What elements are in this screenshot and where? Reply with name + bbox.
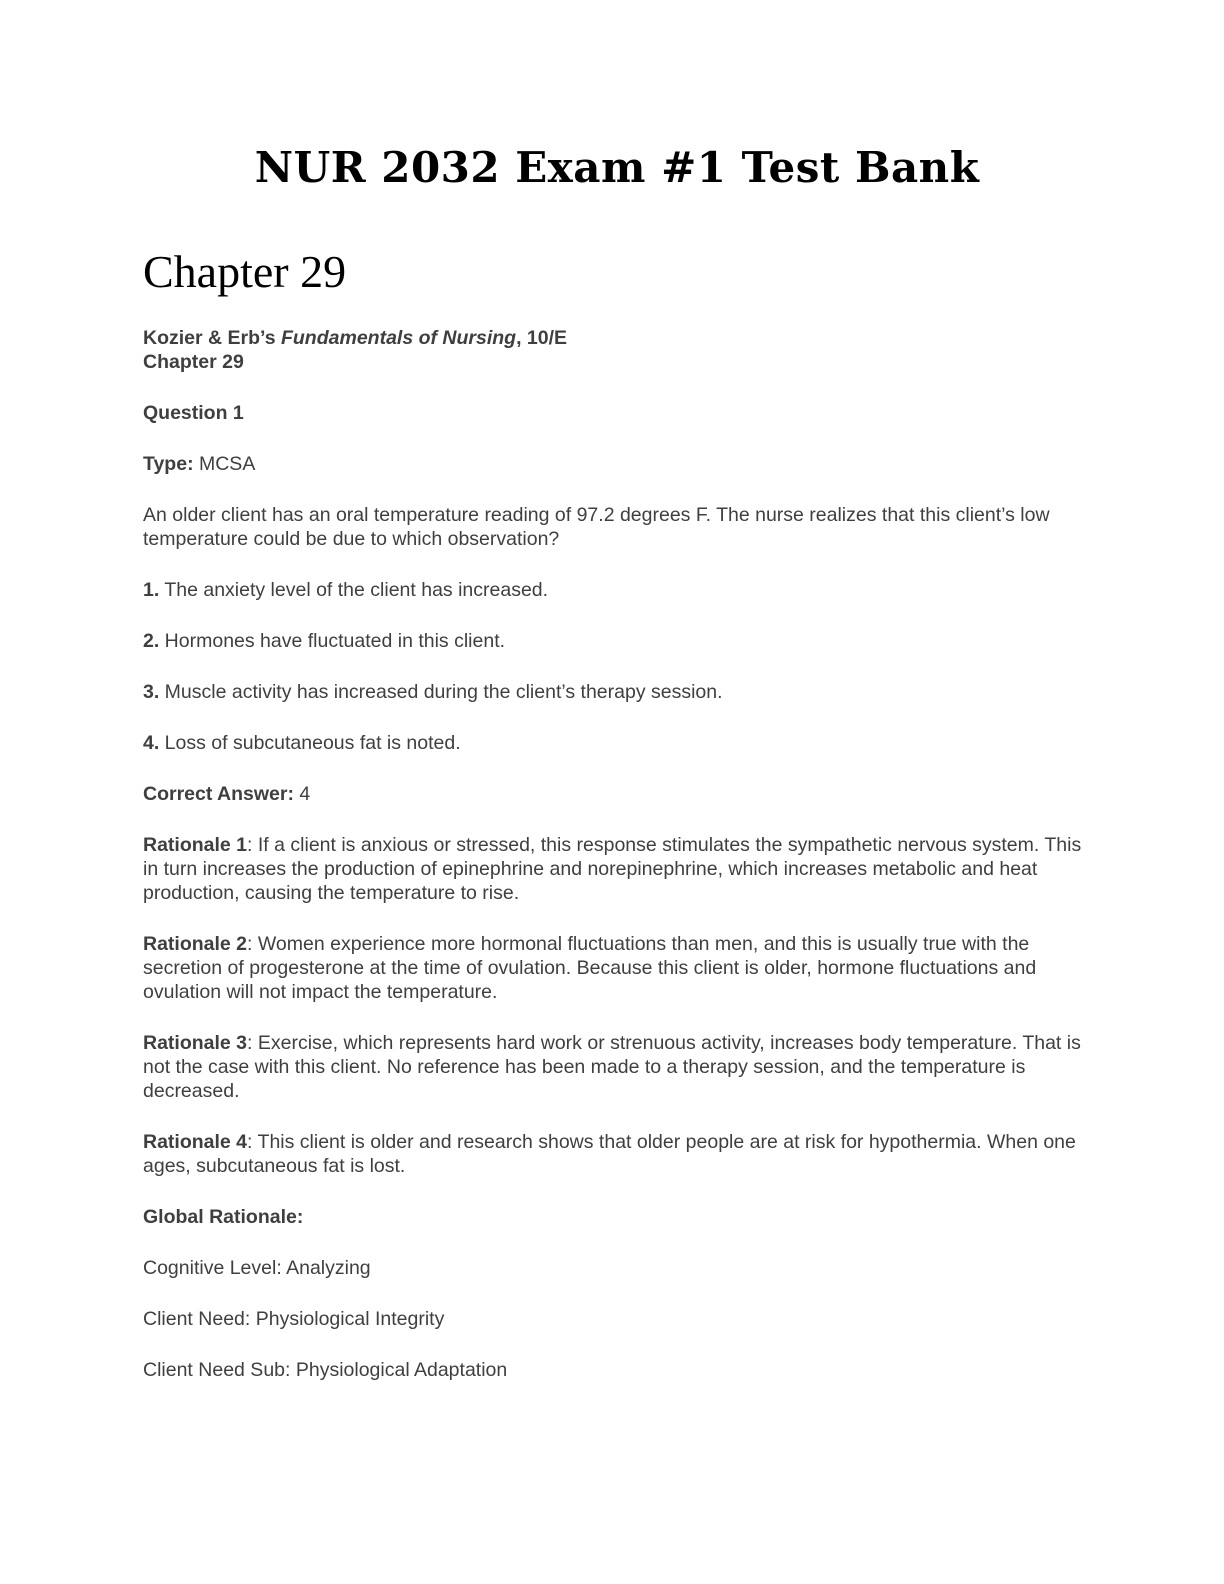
answer-option	[143, 629, 1083, 653]
rationale-text: : Women experience more hormonal fluctuations than men, and this is usually true with the secretion of progesterone at the time of ovulation. Because this client is older, hormone fluctuations and ovulation will not impact the temperature.	[143, 933, 1037, 1003]
document-content	[143, 326, 1083, 1409]
client-need: Client Need: Physiological Integrity	[143, 1308, 445, 1330]
source-citation	[143, 326, 1083, 374]
source-edition: , 10/E	[516, 327, 568, 349]
source-book: Fundamentals of Nursing	[280, 327, 517, 349]
option-number: 3.	[143, 681, 160, 703]
rationale-label: Rationale 4	[143, 1131, 248, 1153]
answer-option	[143, 578, 1083, 602]
source-chapter: Chapter 29	[143, 351, 244, 373]
rationale	[143, 1031, 1083, 1103]
option-text: The anxiety level of the client has increased.	[159, 579, 549, 601]
option-number: 1.	[143, 579, 160, 601]
rationale	[143, 1130, 1083, 1178]
rationale	[143, 932, 1083, 1004]
question-type	[143, 452, 1083, 476]
rationale-label: Rationale 2	[143, 933, 248, 955]
rationale-label: Rationale 1	[143, 834, 248, 856]
source-author: Kozier & Erb’s	[143, 327, 281, 349]
correct-answer-label: Correct Answer:	[143, 783, 294, 805]
question-type-label: Type:	[143, 453, 194, 475]
option-text: Muscle activity has increased during the client’s therapy session.	[159, 681, 723, 703]
option-number: 4.	[143, 732, 160, 754]
question-type-value: MCSA	[193, 453, 256, 475]
document-title: NUR 2032 Exam #1 Test Bank	[254, 143, 980, 192]
rationale-text: : If a client is anxious or stressed, this response stimulates the sympathetic nervous system. This in turn increases the production of epinephrine and norepinephrine, which increases metabolic and heat production, causing the temperature to rise.	[143, 834, 1082, 904]
option-text: Loss of subcutaneous fat is noted.	[159, 732, 461, 754]
correct-answer	[143, 782, 1083, 806]
rationale-text: : Exercise, which represents hard work or strenuous activity, increases body temperature. That is not the case with this client. No reference has been made to a therapy session, and the temperature is decreased.	[143, 1032, 1081, 1102]
client-need-sub: Client Need Sub: Physiological Adaptation	[143, 1359, 508, 1381]
question-label: Question 1	[143, 402, 244, 424]
answer-option	[143, 731, 1083, 755]
global-rationale-label: Global Rationale:	[143, 1206, 304, 1228]
rationale-label: Rationale 3	[143, 1032, 248, 1054]
option-text: Hormones have fluctuated in this client.	[159, 630, 506, 652]
question-stem: An older client has an oral temperature reading of 97.2 degrees F. The nurse realizes that this client’s low temperature could be due to which observation?	[143, 504, 1050, 550]
cognitive-level: Cognitive Level: Analyzing	[143, 1257, 371, 1279]
rationale-text: : This client is older and research shows that older people are at risk for hypothermia. When one ages, subcutaneous fat is lost.	[143, 1131, 1076, 1177]
rationale	[143, 833, 1083, 905]
option-number: 2.	[143, 630, 160, 652]
chapter-heading: Chapter 29	[143, 246, 347, 297]
correct-answer-value: 4	[293, 783, 311, 805]
answer-option	[143, 680, 1083, 704]
